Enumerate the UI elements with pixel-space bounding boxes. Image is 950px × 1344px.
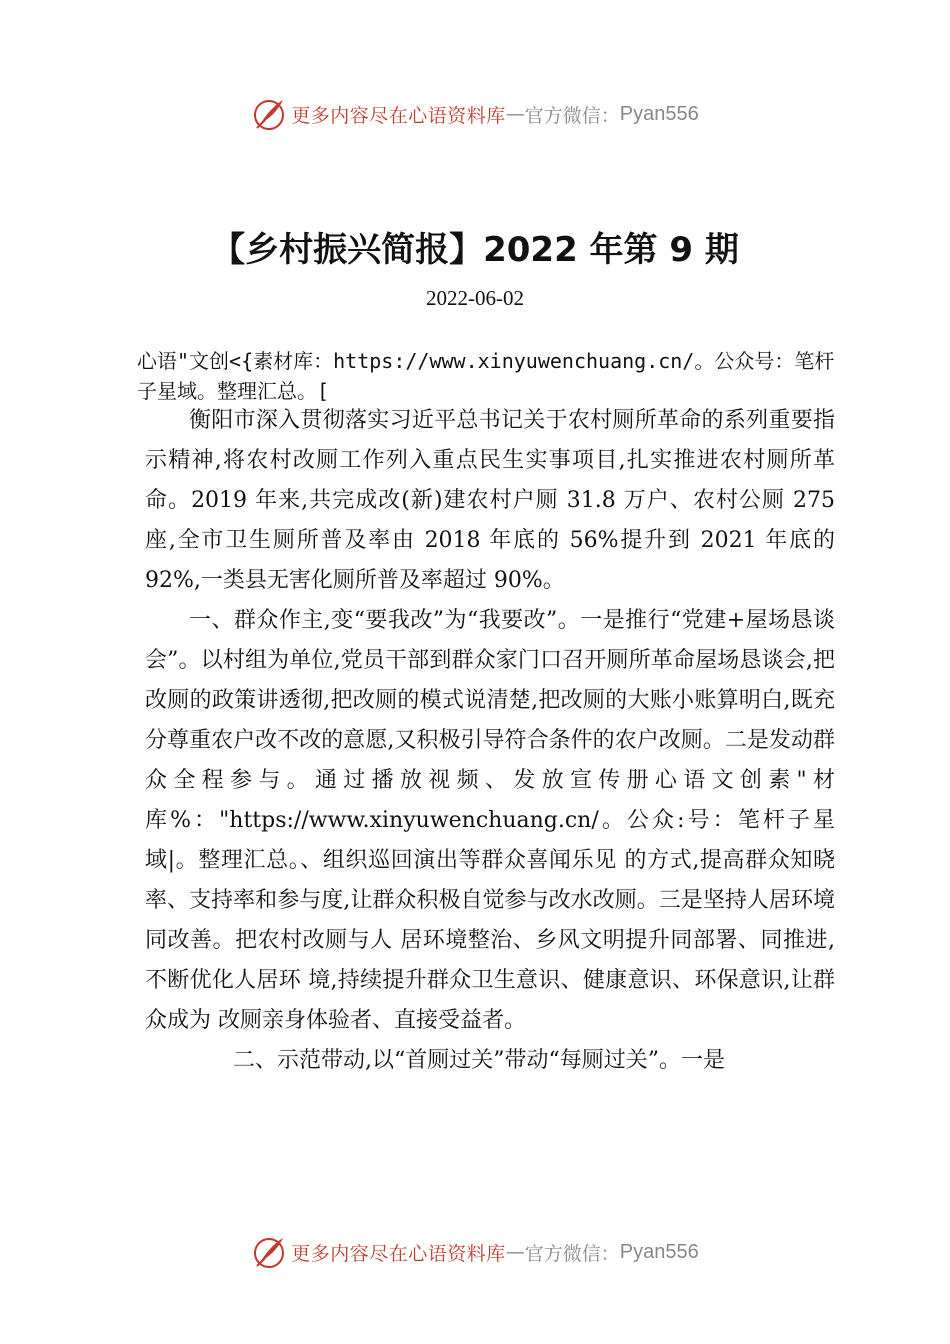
banner-separator: — [505,1241,525,1263]
document-body [145,401,835,1081]
banner-wechat-id: Pyan556 [619,102,699,125]
paragraph-section-1: 一、群众作主,变“要我改”为“我要改”。一是推行“党建+屋场恳谈会”。以村组为单位,党员干部到群众家门口召开厕所革命屋场恳谈会,把改厕的政策讲透彻,把改厕的模式说清楚,把改厕的大账小账算明白,既充分尊重农户改不改的意愿,又积极引导符合条件的农户改厕。二是发动群众全程参与。通过播放视频、发放宣传册心语文创素"材库%："https://www.xinyuwenchuang.cn/。公众:号：笔杆子星域|。整理汇总。、组织巡回演出等群众喜闻乐见 的方式,提高群众知晓率、支持率和参与度,让群众积极自觉参与改水改厕。三是坚持人居环境同改善。把农村改厕与人 居环境整治、乡风文明提升同部署、同推进,不断优化人居环 境,持续提升群众卫生意识、健康意识、环保意识,让群众成为 改厕亲身体验者、直接受益者。 [145,608,835,1033]
feather-quill-icon [251,1234,287,1270]
source-note: 心语"文创<{素材库：https://www.xinyuwenchuang.cn/。公众号：笔杆子星域。整理汇总。[ [137,349,835,403]
paragraph-intro: 衡阳市深入贯彻落实习近平总书记关于农村厕所革命的系列重要指示精神,将农村改厕工作列入重点民生实事项目,扎实推进农村厕所革命。2019 年来,共完成改(新)建农村户厕 31.8 万户、农村公厕 275 座,全市卫生厕所普及率由 2018 年底的 56%提升到 2021 年底的 92%,一类县无害化厕所普及率超过 90%。 [145,408,835,593]
banner-wechat-id: Pyan556 [619,1240,699,1263]
feather-quill-icon [251,96,287,132]
document-title: 【乡村振兴简报】2022 年第 9 期 [211,230,739,270]
banner-label: 官方微信： [524,104,620,127]
header-watermark-banner [0,94,950,134]
document-date: 2022-06-02 [426,286,524,310]
banner-label: 官方微信： [524,1242,620,1265]
paragraph-section-2: 二、示范带动,以“首厕过关”带动“每厕过关”。一是 [233,1048,725,1073]
banner-text: 更多内容尽在心语资料库 [291,104,506,127]
banner-text: 更多内容尽在心语资料库 [291,1242,506,1265]
footer-watermark-banner [0,1232,950,1272]
banner-separator: — [505,103,525,125]
